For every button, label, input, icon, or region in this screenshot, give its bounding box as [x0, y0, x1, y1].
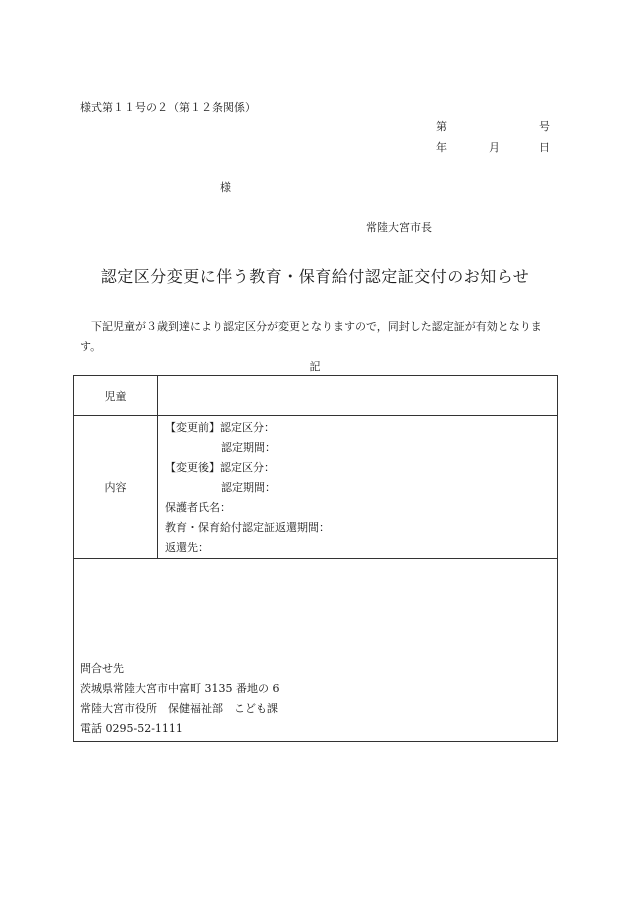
after-category: 【変更後】認定区分：: [165, 461, 275, 474]
before-period: 認定期間：: [221, 441, 276, 454]
contact-cell: [74, 559, 558, 742]
date-day: 日: [539, 141, 550, 154]
number-prefix: 第: [436, 120, 447, 133]
contact-address: 茨城県常陸大宮市中富町 3135 番地の 6: [80, 682, 280, 695]
contact-heading: 問合せ先: [80, 662, 124, 675]
child-label: 児童: [74, 376, 158, 416]
contact-row: [74, 559, 558, 742]
document-title: 認定区分変更に伴う教育・保育給付認定証交付のお知らせ: [100, 267, 530, 286]
content-label: 内容: [74, 416, 158, 559]
guardian-name: 保護者氏名：: [165, 501, 231, 514]
return-to: 返還先：: [165, 541, 209, 554]
contact-office: 常陸大宮市役所 保健福祉部 こども課: [80, 702, 278, 715]
child-value: [158, 376, 558, 416]
ki-mark: 記: [309, 360, 321, 373]
after-period: 認定期間：: [221, 481, 276, 494]
notice-body: 下記児童が３歳到達により認定区分が変更となりますので，同封した認定証が有効となります。: [80, 320, 542, 353]
date-month: 月: [489, 141, 500, 154]
number-suffix: 号: [539, 120, 550, 133]
content-row: [74, 416, 558, 559]
recipient-honorific: 様: [220, 181, 231, 194]
form-number: 様式第１１号の２（第１２条関係）: [80, 101, 256, 114]
before-category: 【変更前】認定区分：: [165, 421, 275, 434]
date-year: 年: [436, 141, 447, 154]
return-period: 教育・保育給付認定証返還期間：: [165, 521, 330, 534]
info-table: [73, 375, 558, 742]
contact-phone: 電話 0295-52-1111: [80, 722, 183, 735]
content-cell: [158, 416, 558, 559]
issuer-name: 常陸大宮市長: [366, 221, 432, 234]
child-row: [74, 376, 558, 416]
